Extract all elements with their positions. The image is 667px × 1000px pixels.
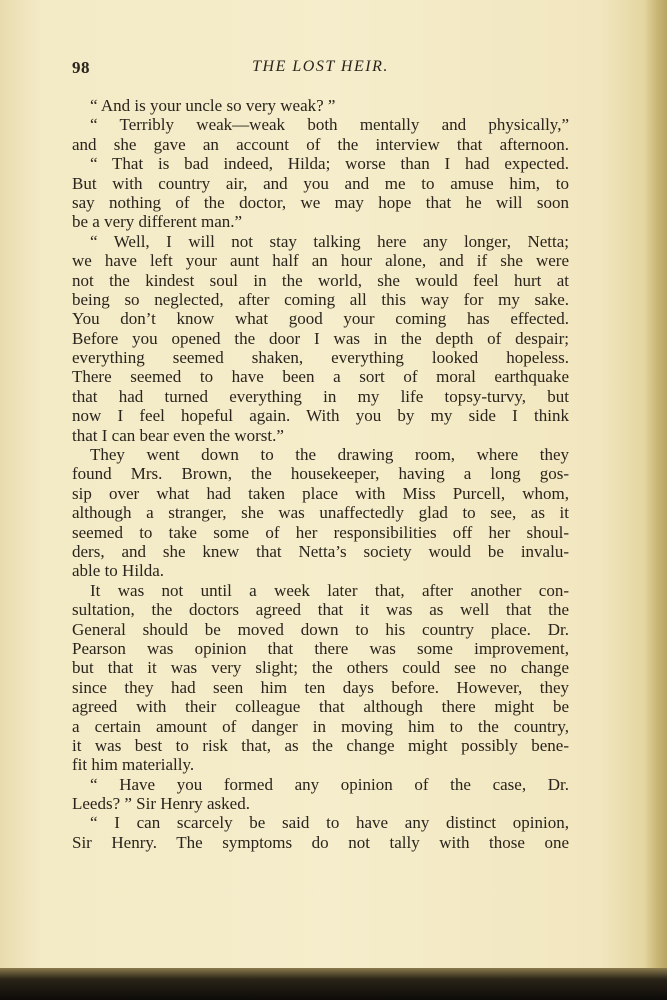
text-line: “ I can scarcely be said to have any distinct opinion, bbox=[90, 813, 569, 833]
text-line: They went down to the drawing room, where they bbox=[90, 445, 569, 465]
text-line: ders, and she knew that Netta’s society would be invalu- bbox=[72, 541, 569, 561]
text-line: sultation, the doctors agreed that it was as well that the bbox=[72, 600, 569, 620]
text-line: You don’t know what good your coming has effected. bbox=[72, 309, 569, 329]
text-line: “ Have you formed any opinion of the case, Dr. bbox=[90, 774, 569, 794]
text-line: Pearson was opinion that there was some improvement, bbox=[72, 638, 569, 658]
text-line: and she gave an account of the interview that afternoon. bbox=[72, 134, 569, 154]
text-line: able to Hilda. bbox=[72, 561, 165, 581]
page-header bbox=[72, 58, 569, 86]
text-line: but that it was very slight; the others could see no change bbox=[72, 658, 569, 678]
text-line: sip over what had taken place with Miss Purcell, whom, bbox=[72, 483, 569, 503]
text-line: being so neglected, after coming all this way for my sake. bbox=[72, 289, 569, 309]
text-line: since they had seen him ten days before. However, they bbox=[72, 677, 569, 697]
text-line: It was not until a week later that, after another con- bbox=[90, 580, 569, 600]
text-line: not the kindest soul in the world, she would feel hurt at bbox=[72, 270, 569, 290]
text-line: that I can bear even the worst.” bbox=[72, 425, 284, 445]
text-line: Before you opened the door I was in the depth of despair; bbox=[72, 328, 569, 348]
running-title: THE LOST HEIR. bbox=[252, 58, 389, 75]
text-line: But with country air, and you and me to amuse him, to bbox=[72, 173, 569, 193]
text-line: now I feel hopeful again. With you by my side I think bbox=[72, 406, 569, 426]
text-line: found Mrs. Brown, the housekeeper, having a long gos- bbox=[72, 464, 569, 484]
text-line: “ And is your uncle so very weak? ” bbox=[90, 96, 336, 115]
text-line: say nothing of the doctor, we may hope that he will soon bbox=[72, 192, 569, 212]
text-line: be a very different man.” bbox=[72, 212, 243, 232]
text-line: fit him materially. bbox=[72, 755, 195, 775]
page-number: 98 bbox=[72, 58, 90, 77]
text-line: seemed to take some of her responsibilities off her shoul- bbox=[72, 522, 569, 542]
page-edge bbox=[645, 0, 667, 1000]
text-line: everything seemed shaken, everything looked hopeless. bbox=[72, 348, 569, 368]
text-line: a certain amount of danger in moving him to the country, bbox=[72, 716, 569, 736]
text-line: although a stranger, she was unaffectedly glad to see, as it bbox=[72, 503, 569, 523]
text-line: General should be moved down to his country place. Dr. bbox=[72, 619, 569, 639]
text-line: agreed with their colleague that although there might be bbox=[72, 697, 569, 717]
page-bottom-shadow bbox=[0, 968, 667, 1000]
text-line: Sir Henry. The symptoms do not tally with those one bbox=[72, 832, 569, 852]
text-line: that had turned everything in my life topsy-turvy, but bbox=[72, 386, 569, 406]
text-line: “ Terribly weak—weak both mentally and physically,” bbox=[90, 115, 569, 135]
text-line: “ Well, I will not stay talking here any longer, Netta; bbox=[90, 231, 569, 251]
text-line: “ That is bad indeed, Hilda; worse than I had expected. bbox=[90, 154, 569, 174]
text-line: Leeds? ” Sir Henry asked. bbox=[72, 794, 250, 814]
body-text bbox=[72, 96, 569, 852]
text-line: it was best to risk that, as the change might possibly bene- bbox=[72, 735, 569, 755]
text-line: There seemed to have been a sort of moral earthquake bbox=[72, 367, 569, 387]
text-line: we have left your aunt half an hour alone, and if she were bbox=[72, 251, 569, 271]
